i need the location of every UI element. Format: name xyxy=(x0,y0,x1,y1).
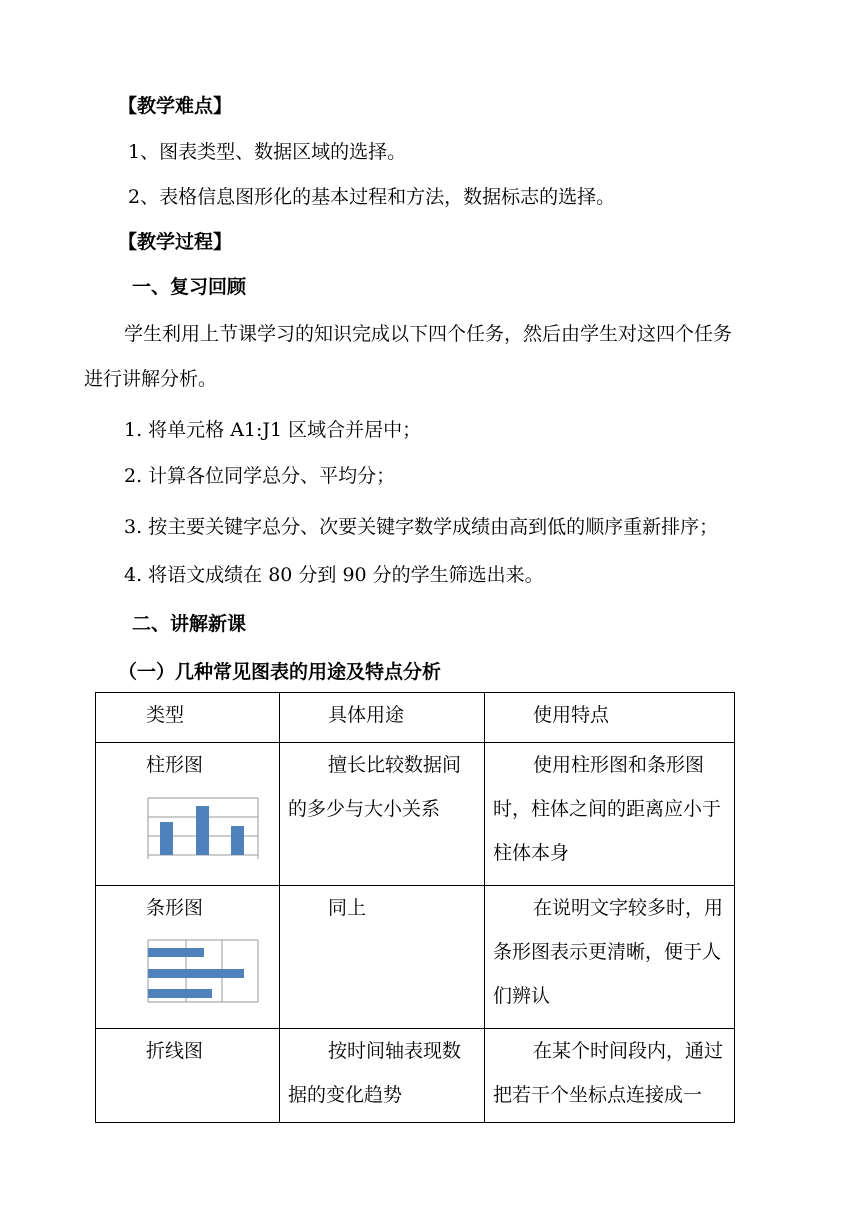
table-row xyxy=(96,1029,735,1123)
row-line-feature: 在某个时间段内，通过把若干个坐标点连接成一 xyxy=(485,1029,735,1123)
row-line-type xyxy=(96,1029,280,1123)
task-item-1: 1. 将单元格 A1:J1 区域合并居中； xyxy=(124,419,422,441)
row-bar-type xyxy=(96,886,280,1029)
review-heading: 一、复习回顾 xyxy=(132,276,247,298)
header-use: 具体用途 xyxy=(280,693,485,743)
row-column-feature: 使用柱形图和条形图时，柱体之间的距离应小于柱体本身 xyxy=(485,743,735,886)
header-type: 类型 xyxy=(96,693,280,743)
task-item-3: 3. 按主要关键字总分、次要关键字数学成绩由高到低的顺序重新排序； xyxy=(124,516,719,538)
column-chart-icon xyxy=(144,793,262,863)
row-line-use: 按时间轴表现数据的变化趋势 xyxy=(280,1029,485,1123)
review-paragraph-line1: 学生利用上节课学习的知识完成以下四个任务，然后由学生对这四个任务 xyxy=(124,323,733,345)
type-label-bar: 条形图 xyxy=(146,897,204,919)
type-label-column: 柱形图 xyxy=(146,754,204,776)
review-paragraph-line2: 进行讲解分析。 xyxy=(84,368,218,390)
new-lesson-heading: 二、讲解新课 xyxy=(132,613,247,635)
row-column-use: 擅长比较数据间的多少与大小关系 xyxy=(280,743,485,886)
difficulty-item-1: 1、图表类型、数据区域的选择。 xyxy=(128,141,407,163)
task-item-4: 4. 将语文成绩在 80 分到 90 分的学生筛选出来。 xyxy=(124,564,544,586)
table-row xyxy=(96,743,735,886)
row-bar-feature: 在说明文字较多时，用条形图表示更清晰，便于人们辨认 xyxy=(485,886,735,1029)
row-bar-use: 同上 xyxy=(280,886,485,1029)
bar-chart-icon xyxy=(144,936,262,1006)
row-column-type xyxy=(96,743,280,886)
difficulty-heading: 【教学难点】 xyxy=(118,95,233,117)
type-label-line: 折线图 xyxy=(146,1040,204,1062)
difficulty-item-2: 2、表格信息图形化的基本过程和方法，数据标志的选择。 xyxy=(128,186,616,208)
process-heading: 【教学过程】 xyxy=(118,231,233,253)
task-item-2: 2. 计算各位同学总分、平均分； xyxy=(124,465,396,487)
table-row xyxy=(96,886,735,1029)
chart-types-table xyxy=(95,692,735,1123)
table-header-row xyxy=(96,693,735,743)
subsection-heading: （一）几种常见图表的用途及特点分析 xyxy=(118,661,442,683)
header-feature: 使用特点 xyxy=(485,693,735,743)
